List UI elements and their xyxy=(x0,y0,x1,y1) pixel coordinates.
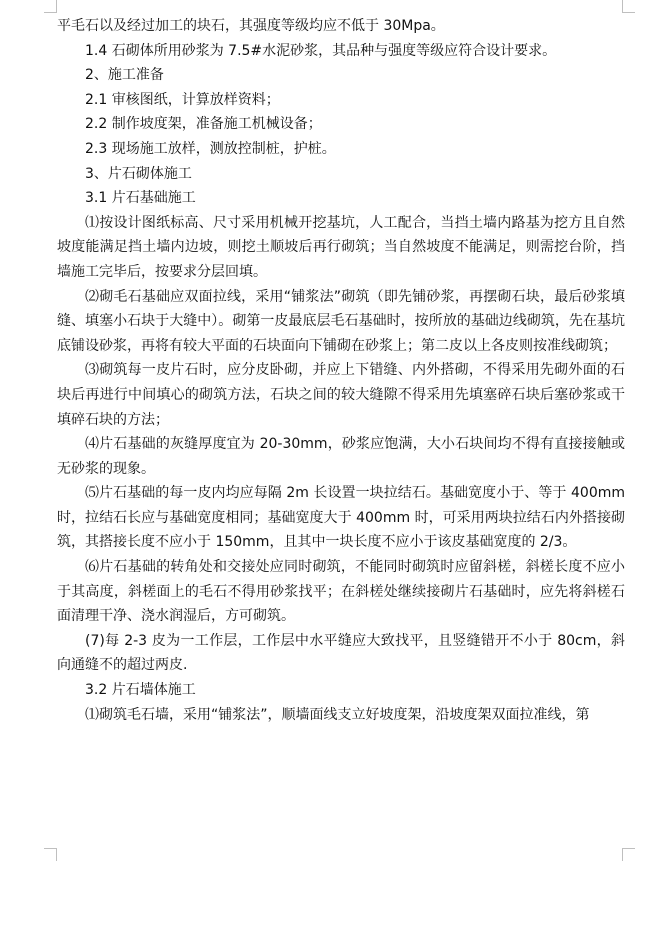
item-1: ⑴按设计图纸标高、尺寸采用机械开挖基坑，人工配合，当挡土墙内路基为挖方且自然坡度能满足挡土墙内边坡，则挖土顺坡后再行砌筑；当自然坡度不能满足，则需挖台阶，挡墙施工完毕后，按要求分层回填。 xyxy=(57,214,625,280)
clause-2-1: 2.1 审核图纸，计算放样资料； xyxy=(85,91,280,108)
item-5: ⑸片石基础的每一皮内均应每隔 2m 长设置一块拉结石。基础宽度小于、等于 400mm 时，拉结石长应与基础宽度相同；基础宽度大于 400mm 时，可采用两块拉结石内外搭接砌筑，其搭接长度不应小于 150mm，且其中一块长度不应小于该皮基础宽度的 2/3。 xyxy=(57,485,625,551)
item-4: ⑷片石基础的灰缝厚度宜为 20-30mm，砂浆应饱满，大小石块间均不得有直接接触或无砂浆的现象。 xyxy=(57,436,625,477)
clause-2-2: 2.2 制作坡度架，准备施工机械设备； xyxy=(85,116,322,133)
page-corner-mark-top-left xyxy=(44,0,57,13)
item-7: (7)每 2-3 皮为一工作层，工作层中水平缝应大致找平，且竖缝错开不小于 80cm，斜向通缝不的超过两皮. xyxy=(57,632,625,674)
section-heading-3: 3、片石砌体施工 xyxy=(85,165,192,182)
item-3: ⑶砌筑每一皮片石时，应分皮卧砌，并应上下错缝、内外搭砌，不得采用先砌外面的石块后再进行中间填心的砌筑方法，石块之间的较大缝隙不得采用先填塞碎石块后塞砂浆或干填碎石块的方法； xyxy=(57,362,625,428)
section-heading-2: 2、施工准备 xyxy=(85,67,164,84)
subsection-heading-3-2: 3.2 片石墙体施工 xyxy=(85,682,196,699)
item-6: ⑹片石基础的转角处和交接处应同时砌筑，不能同时砌筑时应留斜槎，斜槎长度不应小于其高度，斜槎面上的毛石不得用砂浆找平；在斜槎处继续接砌片石基础时，应先将斜槎石面清理干净、浇水润湿后，方可砌筑。 xyxy=(57,559,625,625)
page-corner-mark-bottom-left xyxy=(44,848,57,861)
clause-2-3: 2.3 现场施工放样，测放控制桩，护桩。 xyxy=(85,140,336,157)
subsection-heading-3-1: 3.1 片石基础施工 xyxy=(85,190,196,207)
paragraph-continued: 平毛石以及经过加工的块石，其强度等级均应不低于 30Mpa。 xyxy=(57,18,445,34)
page-corner-mark-top-right xyxy=(622,0,635,13)
page-corner-mark-bottom-right xyxy=(622,848,635,861)
document-body xyxy=(57,14,625,727)
item-2: ⑵砌毛石基础应双面拉线，采用“铺浆法”砌筑（即先铺砂浆，再摆砌石块，最后砂浆填缝、填塞小石块于大缝中）。砌第一皮最底层毛石基础时，按所放的基础边线砌筑，先在基坑底铺设砂浆，再将有较大平面的石块面向下铺砌在砂浆上；第二皮以上各皮则按准线砌筑； xyxy=(57,288,625,354)
clause-1-4: 1.4 石砌体所用砂浆为 7.5#水泥砂浆，其品种与强度等级应符合设计要求。 xyxy=(85,42,557,59)
wall-item-1: ⑴砌筑毛石墙，采用“铺浆法”，顺墙面线支立好坡度架，沿坡度架双面拉准线，第 xyxy=(85,706,590,723)
